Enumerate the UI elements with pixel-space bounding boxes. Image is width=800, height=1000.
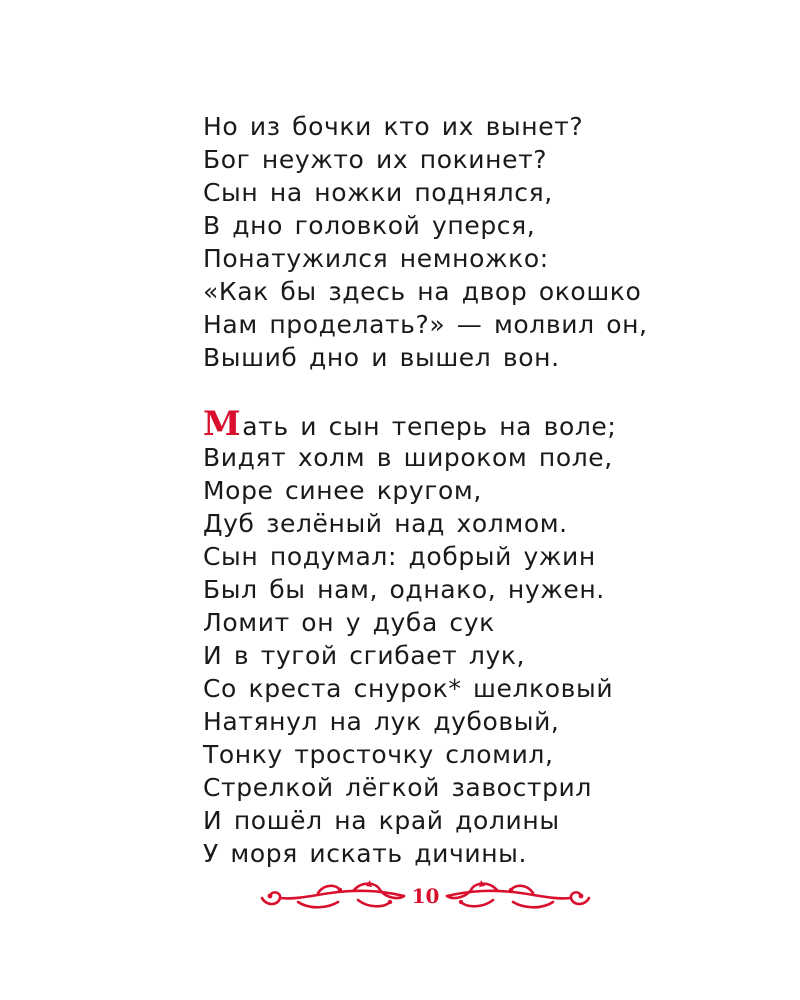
poem-line: Сын подумал: добрый ужин: [203, 542, 596, 571]
poem-line: Нам проделать?» — молвил он,: [203, 310, 648, 339]
poem-line: В дно головкой уперся,: [203, 211, 536, 240]
poem-line-rest: ать и сын теперь на воле;: [242, 412, 617, 441]
stanza-1: [203, 110, 673, 374]
poem-line: Вышиб дно и вышел вон.: [203, 343, 560, 372]
flourish-ornament-icon: [443, 876, 593, 916]
stanza-2: [203, 404, 673, 870]
page-footer: [258, 876, 578, 916]
poem-line: Море синее кругом,: [203, 476, 482, 505]
poem-line: Но из бочки кто их вынет?: [203, 112, 584, 141]
poem-line: Со креста снурок* шелковый: [203, 674, 614, 703]
poem-line: И в тугой сгибает лук,: [203, 641, 526, 670]
page-number: 10: [411, 884, 440, 908]
poem-line: «Как бы здесь на двор окошко: [203, 277, 642, 306]
poem-line: Сын на ножки поднялся,: [203, 178, 553, 207]
poem-line: Видят холм в широком поле,: [203, 443, 613, 472]
poem-text: [203, 110, 673, 870]
poem-line-first: [203, 404, 673, 444]
flourish-ornament-icon: [258, 876, 408, 916]
poem-line: Стрелкой лёгкой завострил: [203, 773, 592, 802]
drop-cap: М: [203, 404, 242, 444]
poem-line: Понатужился немножко:: [203, 244, 549, 273]
poem-line: Тонку тросточку сломил,: [203, 740, 554, 769]
poem-line: Бог неужто их покинет?: [203, 145, 548, 174]
poem-line: Натянул на лук дубовый,: [203, 707, 560, 736]
poem-line: Дуб зелёный над холмом.: [203, 509, 568, 538]
poem-line: Был бы нам, однако, нужен.: [203, 575, 605, 604]
poem-line: И пошёл на край долины: [203, 806, 560, 835]
poem-line: Ломит он у дуба сук: [203, 608, 495, 637]
poem-line: У моря искать дичины.: [203, 839, 528, 868]
